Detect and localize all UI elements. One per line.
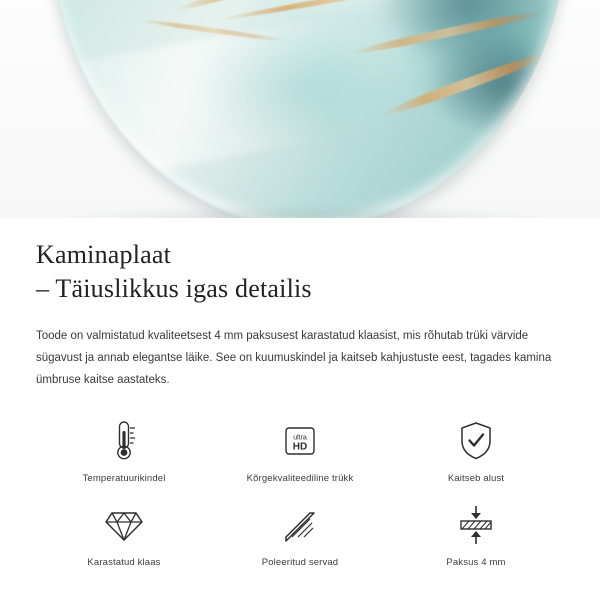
shield-check-icon: [456, 418, 496, 464]
ultra-hd-icon: [278, 418, 322, 464]
plate-drop-shadow: [54, 206, 554, 218]
feature-label: Temperatuurikindel: [82, 472, 166, 484]
feature-item-tempered-glass: [36, 502, 212, 568]
page-title: [36, 238, 564, 307]
hero-image: [0, 0, 600, 218]
feature-label: Kaitseb alust: [447, 472, 505, 484]
svg-text:ultra: ultra: [293, 434, 307, 442]
product-description: Toode on valmistatud kvaliteetsest 4 mm paksusest karastatud klaasist, mis rõhutab trüki värvide sügavust ja annab elegantse läike. See on kuumuskindel ja kaitseb kahjustuste eest, tagades kamina ümbruse kaitse aastateks.: [36, 329, 552, 387]
diamond-icon: [101, 502, 147, 548]
feature-item-print-quality: [212, 418, 388, 484]
feature-label: Kõrgekvaliteediline trükk: [246, 472, 354, 484]
thickness-arrows-icon: [454, 502, 498, 548]
feature-item-temperature: [36, 418, 212, 484]
headline-line-1: Kaminaplaat: [36, 240, 172, 269]
feature-item-thickness: [388, 502, 564, 568]
feature-item-surface-protection: [388, 418, 564, 484]
svg-text:HD: HD: [292, 441, 308, 453]
feature-label: Poleeritud servad: [261, 556, 339, 568]
headline-line-2: – Täiuslikkus igas detailis: [36, 274, 312, 304]
content-area: [0, 238, 600, 568]
thermometer-icon: [106, 418, 142, 464]
feature-label: Karastatud klaas: [87, 556, 161, 568]
feature-item-polished-edges: [212, 502, 388, 568]
polished-edges-icon: [279, 502, 321, 548]
feature-label: Paksus 4 mm: [446, 556, 506, 568]
feature-grid: [36, 418, 564, 568]
